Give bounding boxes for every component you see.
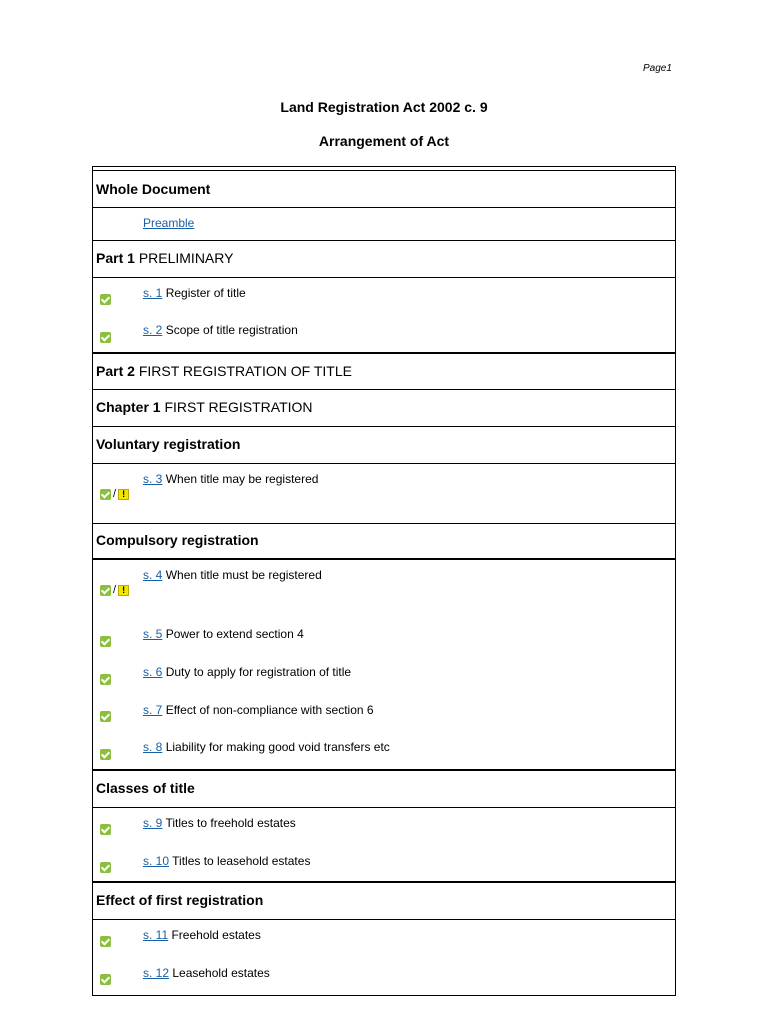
part-1-label: Part 1 [96,250,135,266]
status-s3 [100,488,129,500]
section-group-voluntary [93,464,675,524]
document-subtitle: Arrangement of Act [318,133,450,149]
list-item [143,928,261,942]
check-icon [100,711,111,722]
heading-chapter-1 [93,390,675,427]
s6-title: Duty to apply for registration of title [165,665,352,679]
part-2-label: Part 2 [96,363,135,379]
s12-title: Leasehold estates [172,966,270,980]
status-separator: / [113,488,117,500]
list-item [143,703,374,717]
list-item [143,966,270,980]
chapter-1-label: Chapter 1 [96,399,161,415]
list-item [143,740,390,754]
list-item [143,323,298,337]
row-preamble [93,208,675,241]
status-s5 [100,636,111,647]
status-s11 [100,936,111,947]
status-s2 [100,332,111,343]
s3-title: When title may be registered [165,472,319,486]
s10-title: Titles to leasehold estates [172,854,311,868]
check-icon [100,636,111,647]
check-icon [100,824,111,835]
s6-link[interactable]: s. 6 [143,665,163,679]
table-of-contents [92,166,676,996]
heading-voluntary-registration [93,427,675,464]
warning-icon: ! [118,585,129,596]
whole-document-label: Whole Document [96,181,211,197]
heading-classes-of-title [93,771,675,808]
status-s10 [100,862,111,873]
section-group-classes [93,808,675,883]
part-2-title: FIRST REGISTRATION OF TITLE [138,363,352,379]
warning-icon: ! [118,489,129,500]
chapter-1-title: FIRST REGISTRATION [164,399,313,415]
list-item [143,816,296,830]
s3-link[interactable]: s. 3 [143,472,163,486]
list-item [143,472,318,486]
s11-link[interactable]: s. 11 [143,928,169,942]
list-item [143,568,322,582]
list-item [143,286,246,300]
status-s4 [100,584,129,596]
status-s12 [100,974,111,985]
s10-link[interactable]: s. 10 [143,854,170,868]
s7-title: Effect of non-compliance with section 6 [165,703,374,717]
section-group-compulsory [93,560,675,771]
document-title: Land Registration Act 2002 c. 9 [280,99,488,115]
heading-effect-of-first-registration [93,883,675,920]
s9-title: Titles to freehold estates [165,816,296,830]
status-s8 [100,749,111,760]
check-icon [100,674,111,685]
s5-title: Power to extend section 4 [165,627,304,641]
s7-link[interactable]: s. 7 [143,703,163,717]
heading-whole-document [93,171,675,208]
s12-link[interactable]: s. 12 [143,966,170,980]
part-1-title: PRELIMINARY [138,250,234,266]
check-icon [100,749,111,760]
s4-title: When title must be registered [165,568,322,582]
classes-of-title-label: Classes of title [96,780,195,796]
check-icon [100,489,111,500]
s8-title: Liability for making good void transfers etc [165,740,390,754]
check-icon [100,332,111,343]
compulsory-registration-label: Compulsory registration [96,532,259,548]
status-separator: / [113,584,117,596]
section-group-part-1 [93,278,675,354]
s5-link[interactable]: s. 5 [143,627,163,641]
s9-link[interactable]: s. 9 [143,816,163,830]
s2-link[interactable]: s. 2 [143,323,163,337]
status-s9 [100,824,111,835]
check-icon [100,936,111,947]
preamble-link[interactable]: Preamble [143,216,195,230]
s11-title: Freehold estates [171,928,261,942]
list-item [143,854,310,868]
status-s7 [100,711,111,722]
heading-part-1 [93,241,675,278]
s1-link[interactable]: s. 1 [143,286,163,300]
list-item [143,665,351,679]
list-item [143,627,304,641]
status-s6 [100,674,111,685]
heading-compulsory-registration [93,524,675,560]
s8-link[interactable]: s. 8 [143,740,163,754]
s4-link[interactable]: s. 4 [143,568,163,582]
effect-of-first-registration-label: Effect of first registration [96,892,264,908]
check-icon [100,585,111,596]
heading-part-2 [93,354,675,390]
check-icon [100,974,111,985]
page-number: Page1 [643,63,672,74]
check-icon [100,294,111,305]
status-s1 [100,294,111,305]
section-group-effect [93,920,675,995]
voluntary-registration-label: Voluntary registration [96,436,241,452]
s2-title: Scope of title registration [165,323,298,337]
s1-title: Register of title [165,286,246,300]
check-icon [100,862,111,873]
